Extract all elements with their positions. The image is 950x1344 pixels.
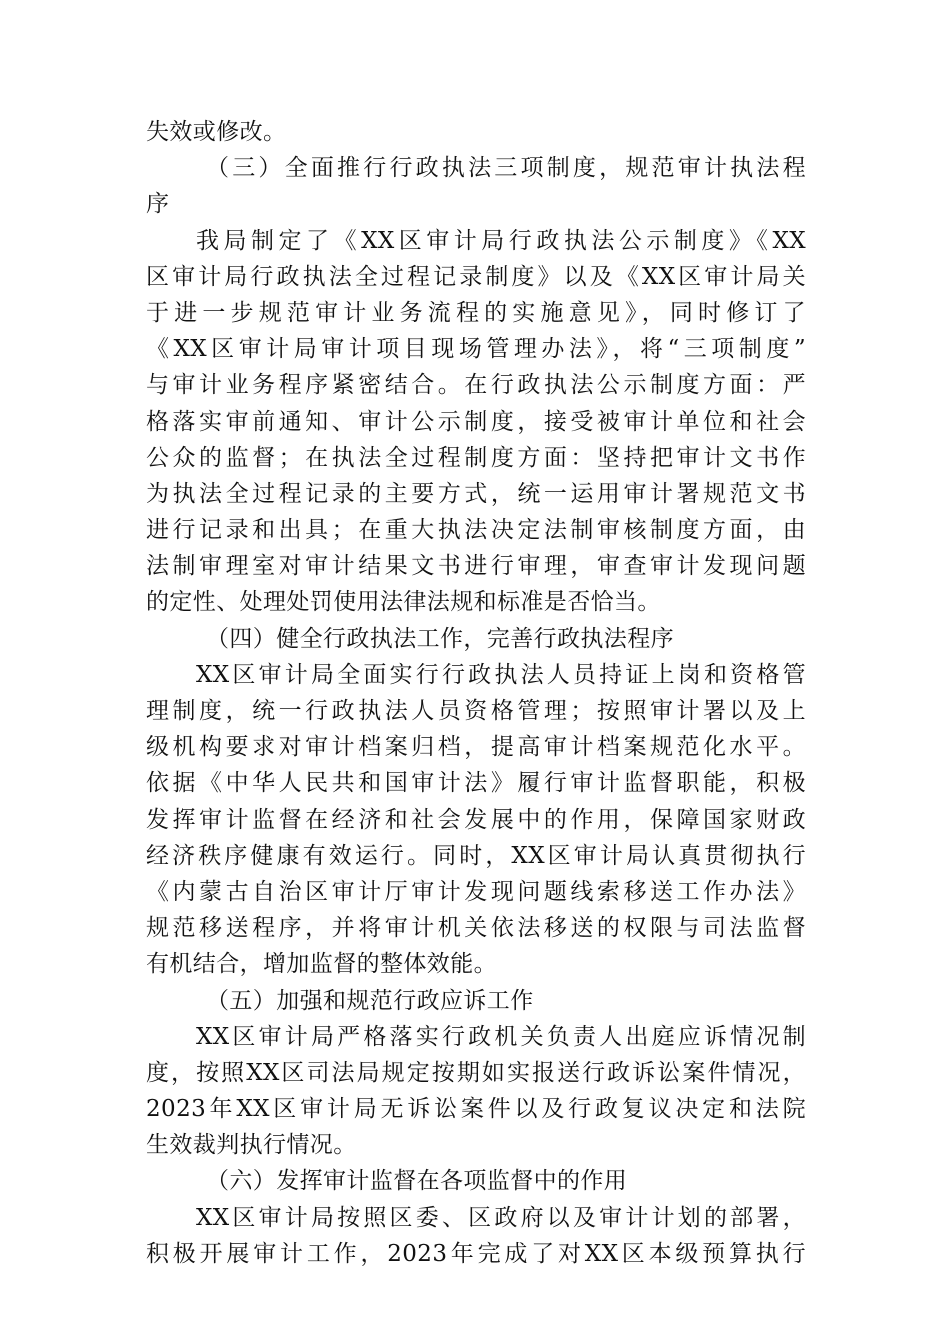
section-heading: （六）发挥审计监督在各项监督中的作用 <box>206 1168 628 1195</box>
paragraph-line: XX区审计局全面实行行政执法人员持证上岗和资格管 <box>196 661 806 688</box>
paragraph-line: 法制审理室对审计结果文书进行审理，审查审计发现问题 <box>146 553 806 580</box>
paragraph-line: 度，按照XX区司法局规定按期如实报送行政诉讼案件情况， <box>146 1059 806 1086</box>
paragraph-line: 与审计业务程序紧密结合。在行政执法公示制度方面：严 <box>146 372 806 399</box>
paragraph-line: 生效裁判执行情况。 <box>146 1132 357 1159</box>
paragraph-line: 的定性、处理处罚使用法律法规和标准是否恰当。 <box>146 589 661 616</box>
paragraph-line: 规范移送程序，并将审计机关依法移送的权限与司法监督 <box>146 915 806 942</box>
section-heading: （五）加强和规范行政应诉工作 <box>206 987 534 1014</box>
paragraph-line: XX区审计局按照区委、区政府以及审计计划的部署， <box>196 1204 806 1231</box>
document-page <box>146 114 806 1272</box>
section-heading: （四）健全行政执法工作，完善行政执法程序 <box>206 625 674 652</box>
paragraph-line: 经济秩序健康有效运行。同时，XX区审计局认真贯彻执行 <box>146 842 806 869</box>
section-heading: （三）全面推行行政执法三项制度，规范审计执法程 <box>206 155 806 182</box>
paragraph-line: 级机构要求对审计档案归档，提高审计档案规范化水平。 <box>146 734 806 761</box>
paragraph-line: 我局制定了《XX区审计局行政执法公示制度》《XX <box>196 227 806 254</box>
paragraph-line: 进行记录和出具；在重大执法决定法制审核制度方面，由 <box>146 517 806 544</box>
text-line: 失效或修改。 <box>146 119 287 145</box>
paragraph-line: 《内蒙古自治区审计厅审计发现问题线索移送工作办法》 <box>146 878 806 905</box>
paragraph-line: 为执法全过程记录的主要方式，统一运用审计署规范文书 <box>146 480 806 507</box>
paragraph-line: 发挥审计监督在经济和社会发展中的作用，保障国家财政 <box>146 806 806 833</box>
paragraph-line: XX区审计局严格落实行政机关负责人出庭应诉情况制 <box>196 1023 806 1050</box>
paragraph-line: 格落实审前通知、审计公示制度，接受被审计单位和社会 <box>146 408 806 435</box>
paragraph-line: 依据《中华人民共和国审计法》履行审计监督职能，积极 <box>146 770 806 797</box>
paragraph-line: 积极开展审计工作，2023年完成了对XX区本级预算执行 <box>146 1240 806 1267</box>
paragraph-line: 2023年XX区审计局无诉讼案件以及行政复议决定和法院 <box>146 1096 806 1123</box>
paragraph-line: 理制度，统一行政执法人员资格管理；按照审计署以及上 <box>146 698 806 724</box>
paragraph-line: 区审计局行政执法全过程记录制度》以及《XX区审计局关 <box>146 263 806 290</box>
paragraph-line: 于进一步规范审计业务流程的实施意见》，同时修订了 <box>146 299 806 326</box>
paragraph-line: 公众的监督；在执法全过程制度方面：坚持把审计文书作 <box>146 444 806 471</box>
paragraph-line: 《XX区审计局审计项目现场管理办法》，将“三项制度” <box>146 336 806 363</box>
paragraph-line: 有机结合，增加监督的整体效能。 <box>146 951 497 978</box>
section-heading-continued: 序 <box>146 191 170 218</box>
